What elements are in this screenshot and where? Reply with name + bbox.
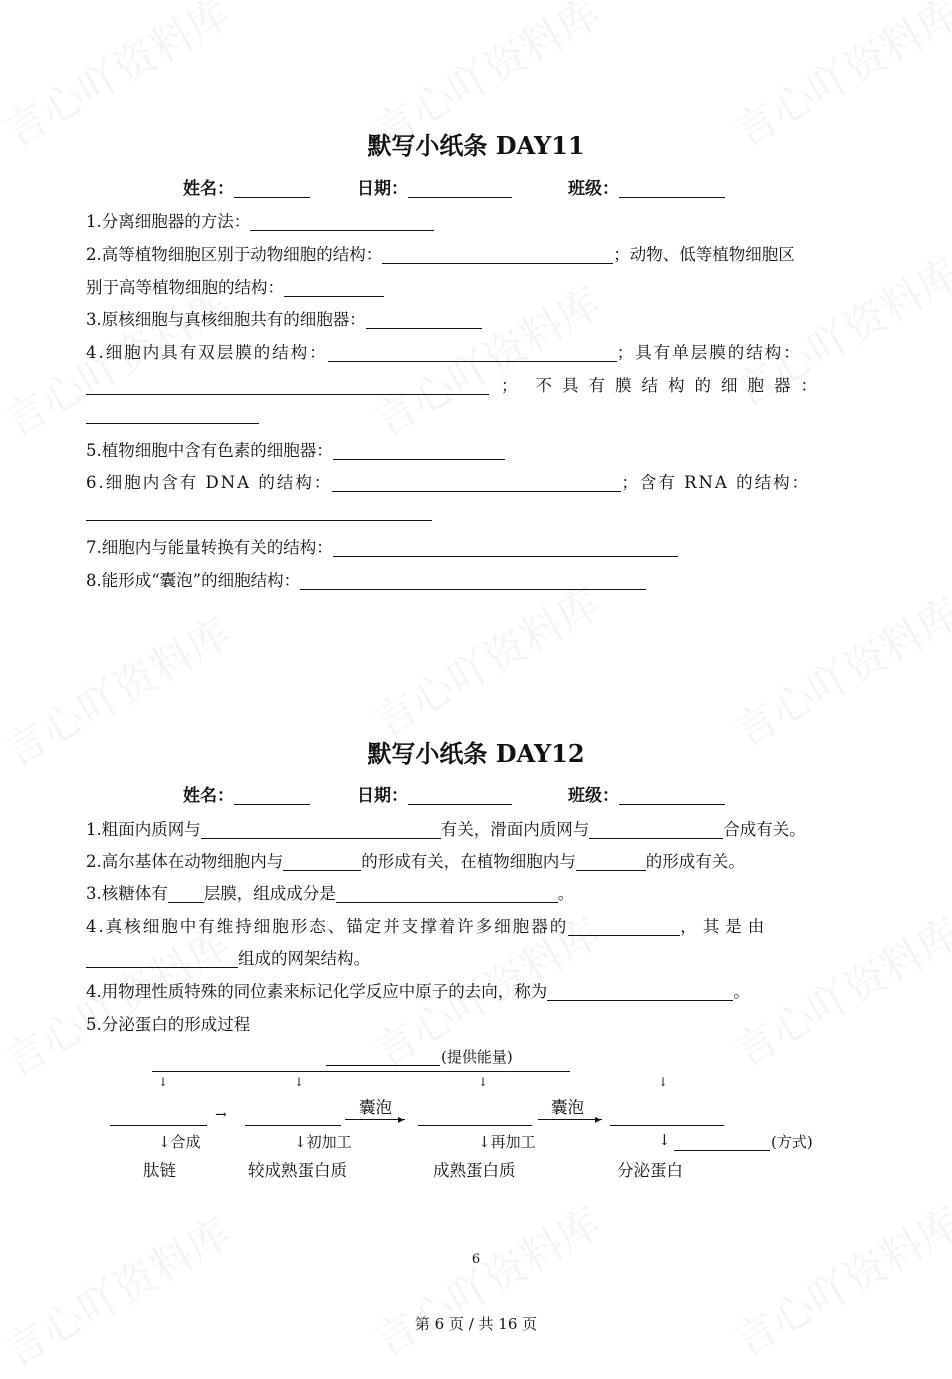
q4-blank-2[interactable] <box>86 377 489 395</box>
name-blank[interactable] <box>234 179 310 198</box>
step-synthesis-label: 合成 <box>170 1133 201 1151</box>
vesicle-arrowhead-1: ▸ <box>398 1112 405 1126</box>
q5-blank[interactable] <box>333 442 505 460</box>
method-label: (方式) <box>771 1133 813 1151</box>
name-label: 姓名： <box>183 786 234 806</box>
day11-q7 <box>86 534 678 558</box>
q4-text-3: ； <box>501 376 528 395</box>
q2-blank-1[interactable] <box>283 853 361 871</box>
day11-q4-cont2 <box>86 405 259 424</box>
q3-blank[interactable] <box>366 311 482 329</box>
q1-blank-2[interactable] <box>589 821 723 839</box>
day11-title: 默写小纸条 DAY11 <box>367 131 585 160</box>
q5-blank[interactable] <box>547 983 733 1001</box>
q3-text: 3.核糖体有 <box>86 884 168 903</box>
q6-text: 5.分泌蛋白的形成过程 <box>86 1015 251 1034</box>
day11-name-field <box>183 174 310 199</box>
arrow-down-icon: ↓ <box>658 1131 671 1149</box>
q3-text: 3.原核细胞与真核细胞共有的细胞器： <box>86 310 366 329</box>
vesicle-arrow-2 <box>538 1119 602 1120</box>
q6-text-2: ；含有 RNA 的结构： <box>621 473 811 492</box>
day11-q8 <box>86 567 646 591</box>
energy-label: (提供能量) <box>441 1048 513 1066</box>
day11-q2 <box>86 241 795 265</box>
q6-text: 6.细胞内含有 DNA 的结构： <box>86 473 333 492</box>
step-re-label: 再加工 <box>490 1133 536 1151</box>
q1-text: 1.分离细胞器的方法： <box>86 212 251 231</box>
q1-text-3: 合成有关。 <box>723 820 806 839</box>
energy-arrow-3: ↓ <box>478 1075 489 1089</box>
day12-q4-cont <box>86 945 370 969</box>
class-label: 班级： <box>568 786 619 806</box>
watermark <box>0 1201 240 1379</box>
q7-blank[interactable] <box>333 539 678 557</box>
arrow-down-icon: ↓ <box>478 1133 491 1151</box>
day12-q6 <box>86 1011 250 1035</box>
q7-text: 7.细胞内与能量转换有关的结构： <box>86 538 333 557</box>
day12-q4 <box>86 913 770 937</box>
q2-blank-1[interactable] <box>382 246 613 264</box>
stage-immature-protein: 较成熟蛋白质 <box>248 1161 347 1180</box>
energy-blank[interactable] <box>326 1065 440 1066</box>
stage-peptide: 肽链 <box>143 1161 176 1180</box>
q4-text-4: 不具有膜结构的细胞器： <box>535 376 827 395</box>
stage-mature-protein: 成熟蛋白质 <box>433 1161 516 1180</box>
q3-text-3: 。 <box>557 884 575 903</box>
q4-text-2: ，其是由 <box>680 917 771 936</box>
day12-class-field <box>568 781 725 806</box>
step-secretion <box>658 1131 671 1149</box>
arrow-down-icon: ↓ <box>158 1133 171 1151</box>
q2-text-3: 别于高等植物细胞的结构： <box>86 278 284 297</box>
day11-q4-cont <box>86 372 827 396</box>
day12-title: 默写小纸条 DAY12 <box>367 739 585 768</box>
page-number: 6 <box>471 1252 481 1267</box>
q1-blank[interactable] <box>250 213 434 231</box>
q2-blank-2[interactable] <box>284 279 384 297</box>
energy-arrow-4: ↓ <box>658 1075 669 1089</box>
class-blank[interactable] <box>619 786 725 805</box>
vesicle-arrowhead-2: ▸ <box>595 1112 602 1126</box>
organelle-blank-3[interactable] <box>418 1125 532 1126</box>
q8-blank[interactable] <box>300 572 646 590</box>
q2-text: 2.高等植物细胞区别于动物细胞的结构： <box>86 245 383 264</box>
step-synthesis <box>158 1131 201 1152</box>
day11-q2-cont <box>86 274 384 298</box>
q1-blank-1[interactable] <box>201 821 441 839</box>
q6-blank-2[interactable] <box>86 503 432 521</box>
q4-text-3: 组成的网架结构。 <box>238 949 370 968</box>
q1-text: 1.粗面内质网与 <box>86 820 201 839</box>
q5-text-2: 。 <box>733 982 750 1001</box>
day12-date-field <box>357 781 512 806</box>
day12-q1 <box>86 816 806 840</box>
energy-arrow-1: ↓ <box>158 1075 169 1089</box>
method-blank[interactable] <box>674 1150 770 1151</box>
q3-text-2: 层膜，组成成分是 <box>203 884 336 903</box>
q1-text-2: 有关，滑面内质网与 <box>440 820 590 839</box>
organelle-blank-2[interactable] <box>245 1125 341 1126</box>
q2-text-2: ；动物、低等植物细胞区 <box>613 245 795 264</box>
q4-blank-1[interactable] <box>328 344 617 362</box>
q5-text: 4.用物理性质特殊的同位素来标记化学反应中原子的去向，称为 <box>86 982 548 1001</box>
day11-q4 <box>86 339 802 363</box>
day11-q6 <box>86 469 810 493</box>
q4-blank-3[interactable] <box>86 406 259 424</box>
name-blank[interactable] <box>234 786 310 805</box>
day11-q5 <box>86 437 505 461</box>
q4-text: 4.细胞内具有双层膜的结构： <box>86 343 328 362</box>
q3-blank-1[interactable] <box>168 885 204 903</box>
energy-arrow-2: ↓ <box>294 1075 305 1089</box>
day12-name-field <box>183 781 310 806</box>
watermark <box>362 571 610 749</box>
energy-bracket-line <box>152 1071 570 1072</box>
vesicle-arrow-1 <box>345 1119 405 1120</box>
step-initial-label: 初加工 <box>306 1133 352 1151</box>
q4-blank-1[interactable] <box>568 918 680 936</box>
q3-blank-2[interactable] <box>336 885 558 903</box>
organelle-blank-4[interactable] <box>610 1125 724 1126</box>
watermark <box>362 1191 610 1369</box>
day12-q5 <box>86 978 750 1002</box>
flow-arrow: → <box>215 1107 227 1123</box>
step-initial-processing <box>294 1131 352 1152</box>
q4-text-2: ；具有单层膜的结构： <box>616 343 802 362</box>
organelle-blank-1[interactable] <box>110 1125 207 1126</box>
q2-text: 2.高尔基体在动物细胞内与 <box>86 852 284 871</box>
day11-q1 <box>86 208 434 232</box>
day12-q2 <box>86 848 745 872</box>
vesicle-label-1: 囊泡 <box>359 1098 392 1117</box>
day11-class-field <box>568 174 725 199</box>
date-label: 日期： <box>357 179 408 199</box>
page-info: 第 6 页 / 共 16 页 <box>414 1315 538 1333</box>
name-label: 姓名： <box>183 179 234 199</box>
q2-text-2: 的形成有关，在植物细胞内与 <box>361 852 576 871</box>
q8-text: 8.能形成“囊泡”的细胞结构： <box>86 571 301 590</box>
date-blank[interactable] <box>408 786 512 805</box>
watermark <box>722 1191 952 1369</box>
vesicle-label-2: 囊泡 <box>551 1098 584 1117</box>
day11-q3 <box>86 306 482 330</box>
q2-blank-2[interactable] <box>576 853 646 871</box>
q4-text: 4.真核细胞中有维持细胞形态、锚定并支撑着许多细胞器的 <box>86 917 569 936</box>
watermark <box>722 581 952 759</box>
day11-date-field <box>357 174 512 199</box>
q6-blank-1[interactable] <box>332 474 621 492</box>
day12-q3 <box>86 880 574 904</box>
arrow-down-icon: ↓ <box>294 1133 307 1151</box>
class-blank[interactable] <box>619 179 725 198</box>
q4-blank-2[interactable] <box>86 950 238 968</box>
class-label: 班级： <box>568 179 619 199</box>
q5-text: 5.植物细胞中含有色素的细胞器： <box>86 441 333 460</box>
stage-secreted-protein: 分泌蛋白 <box>617 1161 683 1180</box>
q2-text-3: 的形成有关。 <box>645 852 745 871</box>
date-label: 日期： <box>357 786 408 806</box>
day11-q6-cont <box>86 502 432 521</box>
step-reprocessing <box>478 1131 536 1152</box>
date-blank[interactable] <box>408 179 512 198</box>
